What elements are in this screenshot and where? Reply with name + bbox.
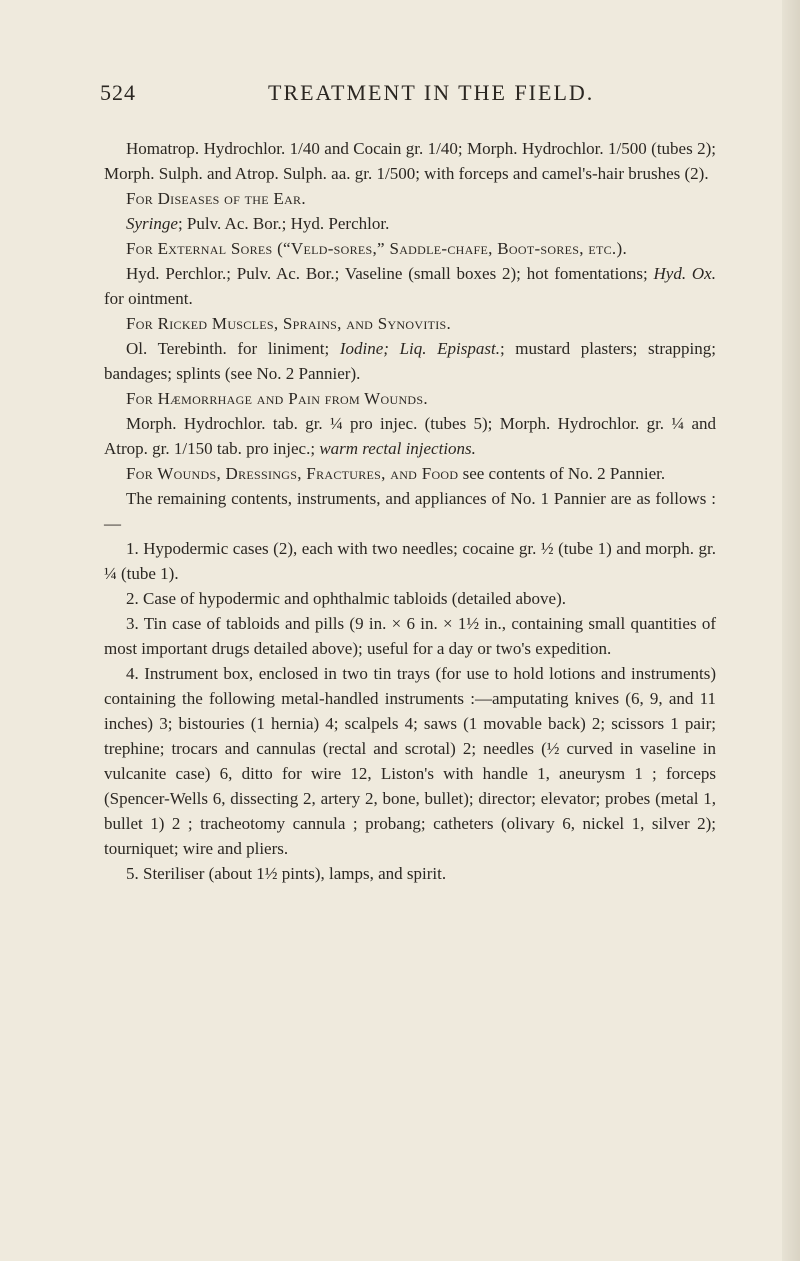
paragraph-haemorrhage (104, 411, 716, 461)
paragraph-wounds (104, 461, 716, 486)
text-run: Morph. Hydrochlor. tab. gr. ¼ pro injec. (tubes 5); Morph. Hydrochlor. gr. ¼ and Atrop. gr. 1/150 tab. pro injec.; (104, 414, 716, 458)
text-run: The remaining contents, instruments, and appliances of No. 1 Pannier are as follows :— (104, 489, 716, 533)
body-text (104, 136, 716, 886)
text-run-italic: warm rectal injections. (319, 439, 476, 458)
text-run: 4. Instrument box, enclosed in two tin trays (for use to hold lotions and instruments) containing the following metal-handled instruments :—amputating knives (6, 9, and 11 inches) 3; bistouries (1 hernia) 4; scalpels 4; saws (1 movable back) 2; scissors 1 pair; trephine; trocars and cannulas (rectal and scrotal) 2; needles (½ curved in vaseline in vulcanite case) 6, ditto for wire 12, Liston's with handle 1, aneurysm 1 ; forceps (Spencer-Wells 6, dissecting 2, artery 2, bone, bullet); director; elevator; probes (metal 1, bullet 1) 2 ; tracheotomy cannula ; probang; catheters (olivary 6, nickel 1, silver 2); tourniquet; wire and pliers. (104, 664, 716, 858)
paragraph-remaining-contents (104, 486, 716, 536)
text-run: ; Pulv. Ac. Bor.; Hyd. Perchlor. (177, 214, 390, 233)
text-run: 5. Steriliser (about 1½ pints), lamps, and spirit. (126, 864, 447, 883)
page-number: 524 (100, 80, 136, 105)
list-item-2 (104, 586, 716, 611)
section-heading-ricked-muscles: For Ricked Muscles, Sprains, and Synovitis. (126, 314, 452, 333)
text-run-italic: Syringe (126, 214, 178, 233)
paragraph-ear (104, 211, 716, 236)
running-title: TREATMENT IN THE FIELD. (268, 80, 595, 105)
section-heading-haemorrhage: For Hæmorrhage and Pain from Wounds. (126, 389, 428, 408)
text-run: Hyd. Perchlor.; Pulv. Ac. Bor.; Vaseline (small boxes 2); hot fomentations; (126, 264, 654, 283)
section-heading-ear: For Diseases of the Ear. (126, 189, 306, 208)
list-item-3 (104, 611, 716, 661)
page-edge-shadow (782, 0, 800, 1261)
paragraph-ricked-muscles (104, 336, 716, 386)
paragraph-external-sores (104, 261, 716, 311)
text-run: 1. Hypodermic cases (2), each with two needles; cocaine gr. ½ (tube 1) and morph. gr. ¼ (tube 1). (104, 539, 716, 583)
text-run: for ointment. (104, 289, 193, 308)
text-run: see contents of No. 2 Pannier. (458, 464, 666, 483)
page-header (0, 80, 800, 120)
section-heading-external-sores: For External Sores (“Veld-sores,” Saddle-chafe, Boot-sores, etc.). (126, 239, 627, 258)
list-item-4 (104, 661, 716, 861)
list-item-1 (104, 536, 716, 586)
text-run: ; mustard plasters; strapping; bandages; splints (see No. 2 Pannier). (104, 339, 716, 383)
text-run: Ol. Terebinth. for liniment; (126, 339, 340, 358)
paragraph-homatrop (104, 136, 716, 186)
text-run-italic: Hyd. Ox. (653, 264, 716, 283)
text-run: 3. Tin case of tabloids and pills (9 in. × 6 in. × 1½ in., containing small quantities of most important drugs detailed above); useful for a day or two's expedition. (104, 614, 716, 658)
text-run: Homatrop. Hydrochlor. 1/40 and Cocain gr. 1/40; Morph. Hydrochlor. 1/500 (tubes 2); Morph. Sulph. and Atrop. Sulph. aa. gr. 1/500; with forceps and camel's-hair brushes (2). (104, 139, 716, 183)
list-item-5 (104, 861, 716, 886)
text-run: 2. Case of hypodermic and ophthalmic tabloids (detailed above). (126, 589, 566, 608)
section-heading-wounds: For Wounds, Dressings, Fractures, and Food (126, 464, 459, 483)
text-run-italic: Iodine; Liq. Epispast. (339, 339, 500, 358)
